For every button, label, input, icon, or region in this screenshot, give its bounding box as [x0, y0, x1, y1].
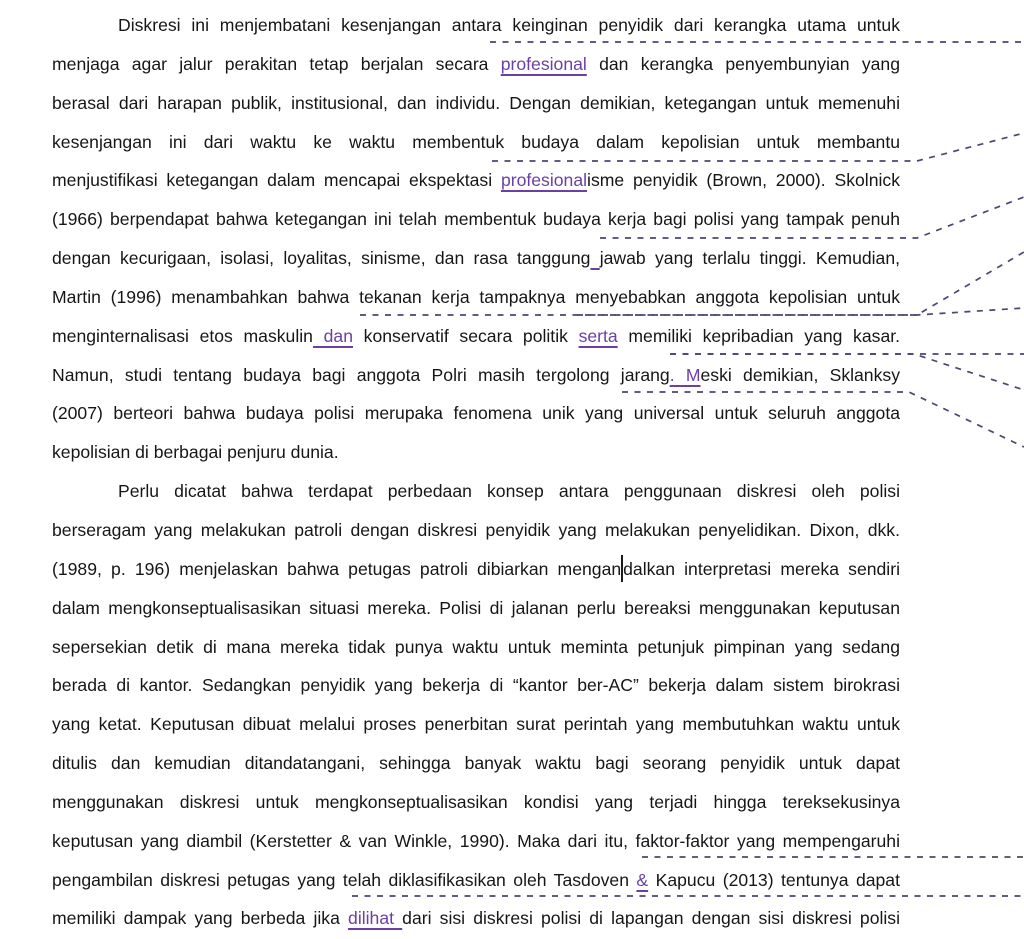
text-run[interactable]: dari sisi diskresi polisi di lapangan dengan sisi diskresi polisi	[402, 908, 901, 929]
text-run[interactable]: eski demikian, Sklanksy	[700, 364, 900, 385]
text-run[interactable]: menggunakan diskresi untuk mengkonseptualisasikan kondisi yang terjadi hingga tereksekusinya	[52, 791, 900, 812]
text-run[interactable]: Namun, studi tentang budaya bagi anggota Polri masih tergolong jarang	[52, 364, 670, 385]
text-line[interactable]	[52, 45, 900, 84]
text-run[interactable]: isme penyidik (Brown, 2000). Skolnick	[587, 170, 900, 191]
text-run[interactable]: dalkan interpretasi mereka sendiri	[623, 558, 900, 579]
text-run[interactable]: kepolisian di berbagai penjuru dunia.	[52, 442, 339, 463]
text-run[interactable]: keputusan yang diambil (Kerstetter & van Winkle, 1990). Maka dari itu, faktor-faktor yang mempengaruhi	[52, 830, 900, 851]
text-line[interactable]	[52, 705, 900, 744]
tracked-insertion[interactable]: &	[636, 869, 649, 890]
tracked-insertion[interactable]: dan	[312, 325, 353, 346]
text-run[interactable]: Perlu dicatat bahwa terdapat perbedaan konsep antara penggunaan diskresi oleh polisi	[118, 481, 900, 502]
text-run[interactable]: dan kerangka penyembunyian yang	[586, 53, 900, 74]
text-run[interactable]: kesenjangan ini dari waktu ke waktu membentuk budaya dalam kepolisian untuk membantu	[52, 131, 900, 152]
text-run[interactable]: (1989, p. 196) menjelaskan bahwa petugas patroli dibiarkan mengan	[52, 558, 622, 579]
tracked-insertion[interactable]: profesional	[500, 170, 588, 191]
tracked-insertion[interactable]: dilihat	[348, 908, 403, 929]
text-line[interactable]	[52, 822, 900, 861]
tracked-insertion[interactable]: profesional	[500, 53, 587, 74]
document-text	[52, 6, 900, 938]
text-line[interactable]	[52, 550, 900, 589]
tracked-insertion[interactable]: . M	[669, 364, 701, 385]
text-line[interactable]	[52, 123, 900, 162]
text-run[interactable]: jawab yang terlalu tinggi. Kemudian,	[599, 248, 901, 269]
text-line[interactable]	[52, 394, 900, 433]
text-run[interactable]: memiliki kepribadian yang kasar.	[617, 325, 901, 346]
text-run[interactable]: sepersekian detik di mana mereka tidak punya waktu untuk meminta petunjuk pimpinan yang sedang	[52, 636, 900, 657]
text-run[interactable]: (2007) berteori bahwa budaya polisi merupaka fenomena unik yang universal untuk seluruh anggota	[52, 403, 900, 424]
text-run[interactable]: berada di kantor. Sedangkan penyidik yang bekerja di “kantor ber-AC” bekerja dalam sistem birokrasi	[52, 675, 900, 696]
text-run[interactable]: berseragam yang melakukan patroli dengan diskresi penyidik yang melakukan penyelidikan. Dixon, dkk.	[52, 519, 900, 540]
text-line[interactable]	[52, 6, 900, 45]
text-line[interactable]	[52, 317, 900, 356]
text-line[interactable]	[52, 239, 900, 278]
text-line[interactable]	[52, 589, 900, 628]
text-run[interactable]: konservatif secara politik	[353, 325, 579, 346]
text-run[interactable]: (1966) berpendapat bahwa ketegangan ini telah membentuk budaya kerja bagi polisi yang tampak penuh	[52, 209, 900, 230]
text-line[interactable]	[52, 200, 900, 239]
text-line[interactable]	[52, 628, 900, 667]
text-line[interactable]	[52, 899, 900, 938]
text-run[interactable]: dengan kecurigaan, isolasi, loyalitas, sinisme, dan rasa tanggung	[52, 248, 591, 269]
text-run[interactable]: memiliki dampak yang berbeda jika	[52, 908, 349, 929]
text-line[interactable]	[52, 472, 900, 511]
text-run[interactable]: Martin (1996) menambahkan bahwa tekanan kerja tampaknya menyebabkan anggota kepolisian untuk	[52, 286, 900, 307]
text-run[interactable]: menjaga agar jalur perakitan tetap berjalan secara	[52, 53, 501, 74]
text-run[interactable]: dalam mengkonseptualisasikan situasi mereka. Polisi di jalanan perlu bereaksi menggunakan keputusan	[52, 597, 900, 618]
text-run[interactable]: pengambilan diskresi petugas yang telah diklasifikasikan oleh Tasdoven	[52, 869, 637, 890]
text-line[interactable]	[52, 783, 900, 822]
text-run[interactable]: berasal dari harapan publik, institusional, dan individu. Dengan demikian, ketegangan untuk memenuhi	[52, 92, 900, 113]
text-run[interactable]: menjustifikasi ketegangan dalam mencapai ekspektasi	[52, 170, 501, 191]
text-line[interactable]	[52, 84, 900, 123]
text-line[interactable]	[52, 511, 900, 550]
text-run[interactable]: Diskresi ini menjembatani kesenjangan antara keinginan penyidik dari kerangka utama untuk	[118, 15, 900, 35]
text-run[interactable]: menginternalisasi etos maskulin	[52, 325, 313, 346]
tracked-insertion[interactable]: serta	[578, 325, 618, 346]
text-run[interactable]: Kapucu (2013) tentunya dapat	[648, 869, 900, 890]
tracked-insertion[interactable]	[590, 248, 599, 268]
text-line[interactable]	[52, 161, 900, 200]
text-line[interactable]	[52, 356, 900, 395]
text-line[interactable]	[52, 433, 900, 472]
text-run[interactable]: yang ketat. Keputusan dibuat melalui proses penerbitan surat perintah yang membutuhkan waktu untuk	[52, 714, 900, 735]
text-run[interactable]: ditulis dan kemudian ditandatangani, sehingga banyak waktu bagi seorang penyidik untuk dapat	[52, 753, 900, 774]
text-line[interactable]	[52, 861, 900, 900]
text-line[interactable]	[52, 744, 900, 783]
text-line[interactable]	[52, 278, 900, 317]
text-line[interactable]	[52, 666, 900, 705]
